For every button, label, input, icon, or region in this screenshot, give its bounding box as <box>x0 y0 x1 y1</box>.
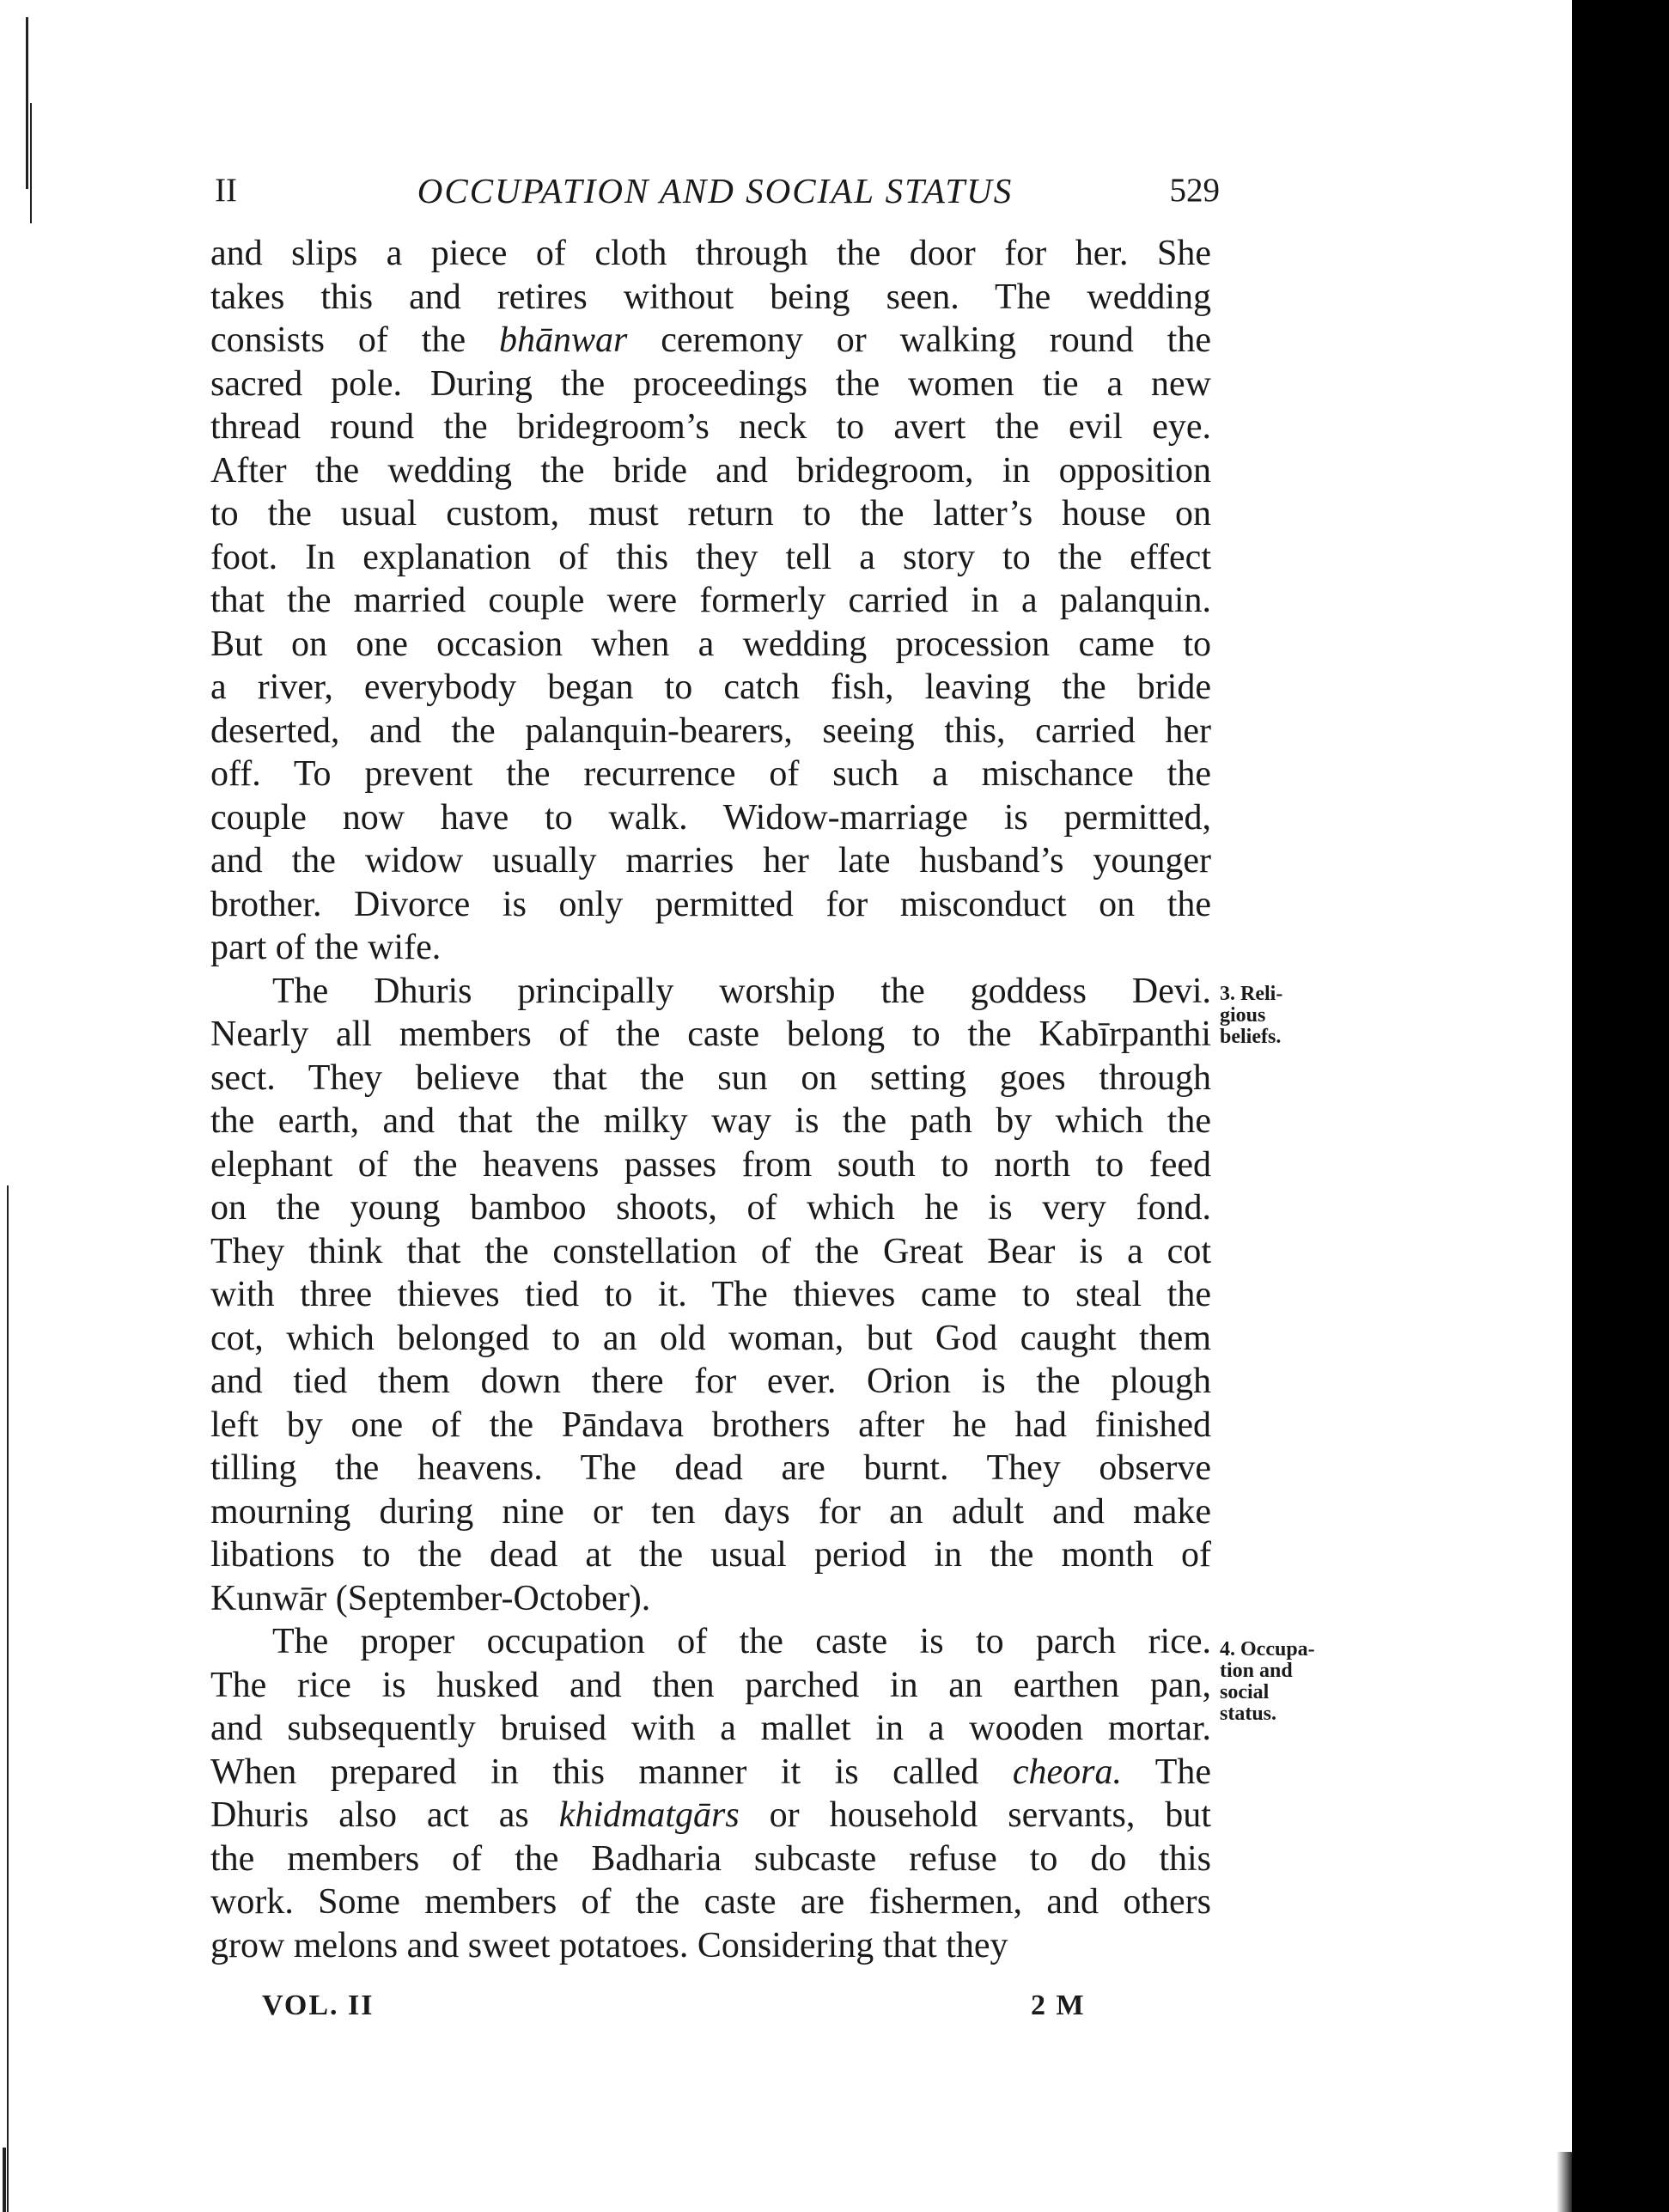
scan-artifact-line <box>26 17 28 189</box>
text-segment: consists of the <box>210 320 499 360</box>
text-line <box>210 232 1211 276</box>
chapter-folio: II <box>215 172 237 209</box>
margin-note-line: 3. Reli- <box>1220 983 1283 1005</box>
page-header <box>210 165 1220 216</box>
running-title: OCCUPATION AND SOCIAL STATUS <box>417 171 1014 210</box>
text-line <box>210 1100 1211 1143</box>
italic-term: bhānwar <box>499 320 628 360</box>
text-line <box>210 623 1211 667</box>
italic-term: khidmatgārs <box>558 1795 740 1835</box>
margin-note-line: status. <box>1220 1703 1277 1725</box>
text-line <box>210 926 1211 970</box>
text-segment: ceremony or walking round the <box>627 320 1211 360</box>
text-segment: or household servants, but <box>739 1795 1211 1835</box>
text-line <box>210 1490 1211 1534</box>
text-segment: off. To prevent the recurrence of such a mischance the <box>210 754 1211 794</box>
text-segment: couple now have to walk. Widow-marriage is permitted, <box>210 797 1211 838</box>
text-line <box>210 492 1211 536</box>
text-segment: foot. In explanation of this they tell a story to the effect <box>210 537 1211 577</box>
margin-note-line: gious <box>1220 1004 1266 1027</box>
text-line <box>210 1577 1211 1621</box>
text-line <box>210 1360 1211 1404</box>
text-segment: When prepared in this manner it is called <box>210 1752 1013 1792</box>
margin-note-line: 4. Occupa- <box>1220 1638 1315 1661</box>
text-segment: The <box>1121 1752 1211 1792</box>
scan-black-edge <box>1572 0 1669 2212</box>
text-line <box>210 1837 1211 1881</box>
text-line <box>210 319 1211 363</box>
text-segment: They think that the constellation of the Great Bear is a cot <box>210 1231 1211 1271</box>
margin-note-line: social <box>1220 1681 1270 1703</box>
text-segment: and the widow usually marries her late husband’s younger <box>210 841 1211 881</box>
text-line <box>210 970 1211 1014</box>
text-segment: The Dhuris principally worship the goddess Devi. <box>272 971 1211 1011</box>
text-line <box>210 1620 1211 1664</box>
page-footer <box>210 1984 1211 2027</box>
text-line <box>210 1880 1211 1924</box>
text-segment: cot, which belonged to an old woman, but God caught them <box>210 1318 1211 1358</box>
scan-artifact-line <box>7 1185 9 2212</box>
italic-term: cheora. <box>1012 1752 1122 1792</box>
margin-note-line: beliefs. <box>1220 1026 1282 1048</box>
text-segment: The proper occupation of the caste is to parch rice. <box>272 1622 1211 1661</box>
scan-artifact-line <box>3 2148 6 2212</box>
text-line <box>210 1924 1211 1968</box>
text-segment: on the young bamboo shoots, of which he is very fond. <box>210 1188 1211 1228</box>
margin-note-occupation-status <box>1220 1639 1349 1725</box>
text-segment: and tied them down there for ever. Orion is the plough <box>210 1362 1211 1401</box>
text-segment: that the married couple were formerly carried in a palanquin. <box>210 581 1211 620</box>
text-segment: work. Some members of the caste are fishermen, and others <box>210 1882 1211 1922</box>
text-line <box>210 883 1211 927</box>
text-segment: tilling the heavens. The dead are burnt. They observe <box>210 1448 1211 1488</box>
text-line <box>210 536 1211 580</box>
margin-note-religious-beliefs <box>1220 984 1349 1048</box>
text-line <box>210 666 1211 710</box>
text-segment: Dhuris also act as <box>210 1795 559 1835</box>
margin-note-line: tion and <box>1220 1660 1293 1682</box>
text-segment: The rice is husked and then parched in an earthen pan, <box>210 1665 1211 1705</box>
text-line <box>210 579 1211 623</box>
text-line <box>210 1273 1211 1317</box>
text-segment: elephant of the heavens passes from south to north to feed <box>210 1144 1211 1185</box>
text-line <box>210 1751 1211 1795</box>
text-line <box>210 1143 1211 1187</box>
text-segment: grow melons and sweet potatoes. Considering that they <box>210 1925 1008 1965</box>
text-segment: part of the wife. <box>210 928 442 967</box>
text-segment: sacred pole. During the proceedings the women tie a new <box>210 363 1211 404</box>
text-line <box>210 1186 1211 1230</box>
text-segment: Nearly all members of the caste belong to the Kabīrpanthi <box>210 1015 1211 1054</box>
text-line <box>210 363 1211 406</box>
text-segment: left by one of the Pāndava brothers after he had finished <box>210 1405 1211 1445</box>
text-line <box>210 1664 1211 1708</box>
volume-mark: VOL. II <box>262 1990 375 2021</box>
text-line <box>210 449 1211 493</box>
signature-mark: 2 M <box>1031 1990 1086 2021</box>
text-line <box>210 1013 1211 1057</box>
text-segment: Kunwār (September-October). <box>210 1578 651 1618</box>
text-line <box>210 1404 1211 1447</box>
text-segment: But on one occasion when a wedding procession came to <box>210 624 1211 664</box>
text-segment: with three thieves tied to it. The thieves came to steal the <box>210 1275 1211 1314</box>
text-segment: libations to the dead at the usual period in the month of <box>210 1535 1211 1575</box>
text-segment: the members of the Badharia subcaste refuse to do this <box>210 1838 1211 1879</box>
text-line <box>210 1317 1211 1361</box>
text-segment: to the usual custom, must return to the latter’s house on <box>210 494 1211 533</box>
text-line <box>210 1794 1211 1837</box>
page-number: 529 <box>1169 172 1220 209</box>
text-line <box>210 796 1211 840</box>
text-segment: sect. They believe that the sun on setting goes through <box>210 1057 1211 1098</box>
text-segment: and subsequently bruised with a mallet in a wooden mortar. <box>210 1709 1211 1748</box>
text-line <box>210 1057 1211 1100</box>
text-line <box>210 1533 1211 1577</box>
scan-artifact-line <box>30 103 32 223</box>
text-segment: thread round the bridegroom’s neck to avert the evil eye. <box>210 407 1211 447</box>
text-line <box>210 1447 1211 1490</box>
text-segment: takes this and retires without being seen. The wedding <box>210 277 1211 317</box>
text-segment: mourning during nine or ten days for an adult and make <box>210 1491 1211 1532</box>
text-segment: After the wedding the bride and bridegroom, in opposition <box>210 450 1211 491</box>
text-segment: brother. Divorce is only permitted for misconduct on the <box>210 884 1211 924</box>
text-line <box>210 1707 1211 1751</box>
text-segment: and slips a piece of cloth through the door for her. She <box>210 234 1211 273</box>
text-segment: deserted, and the palanquin-bearers, seeing this, carried her <box>210 710 1211 751</box>
text-segment: the earth, and that the milky way is the path by which the <box>210 1101 1211 1141</box>
text-line <box>210 1230 1211 1274</box>
text-line <box>210 839 1211 883</box>
text-line <box>210 405 1211 449</box>
text-line <box>210 710 1211 753</box>
text-segment: a river, everybody began to catch fish, leaving the bride <box>210 667 1211 707</box>
body-text <box>210 232 1211 1967</box>
scan-edge-shadow <box>1556 2152 1572 2212</box>
text-line <box>210 753 1211 796</box>
text-line <box>210 276 1211 320</box>
